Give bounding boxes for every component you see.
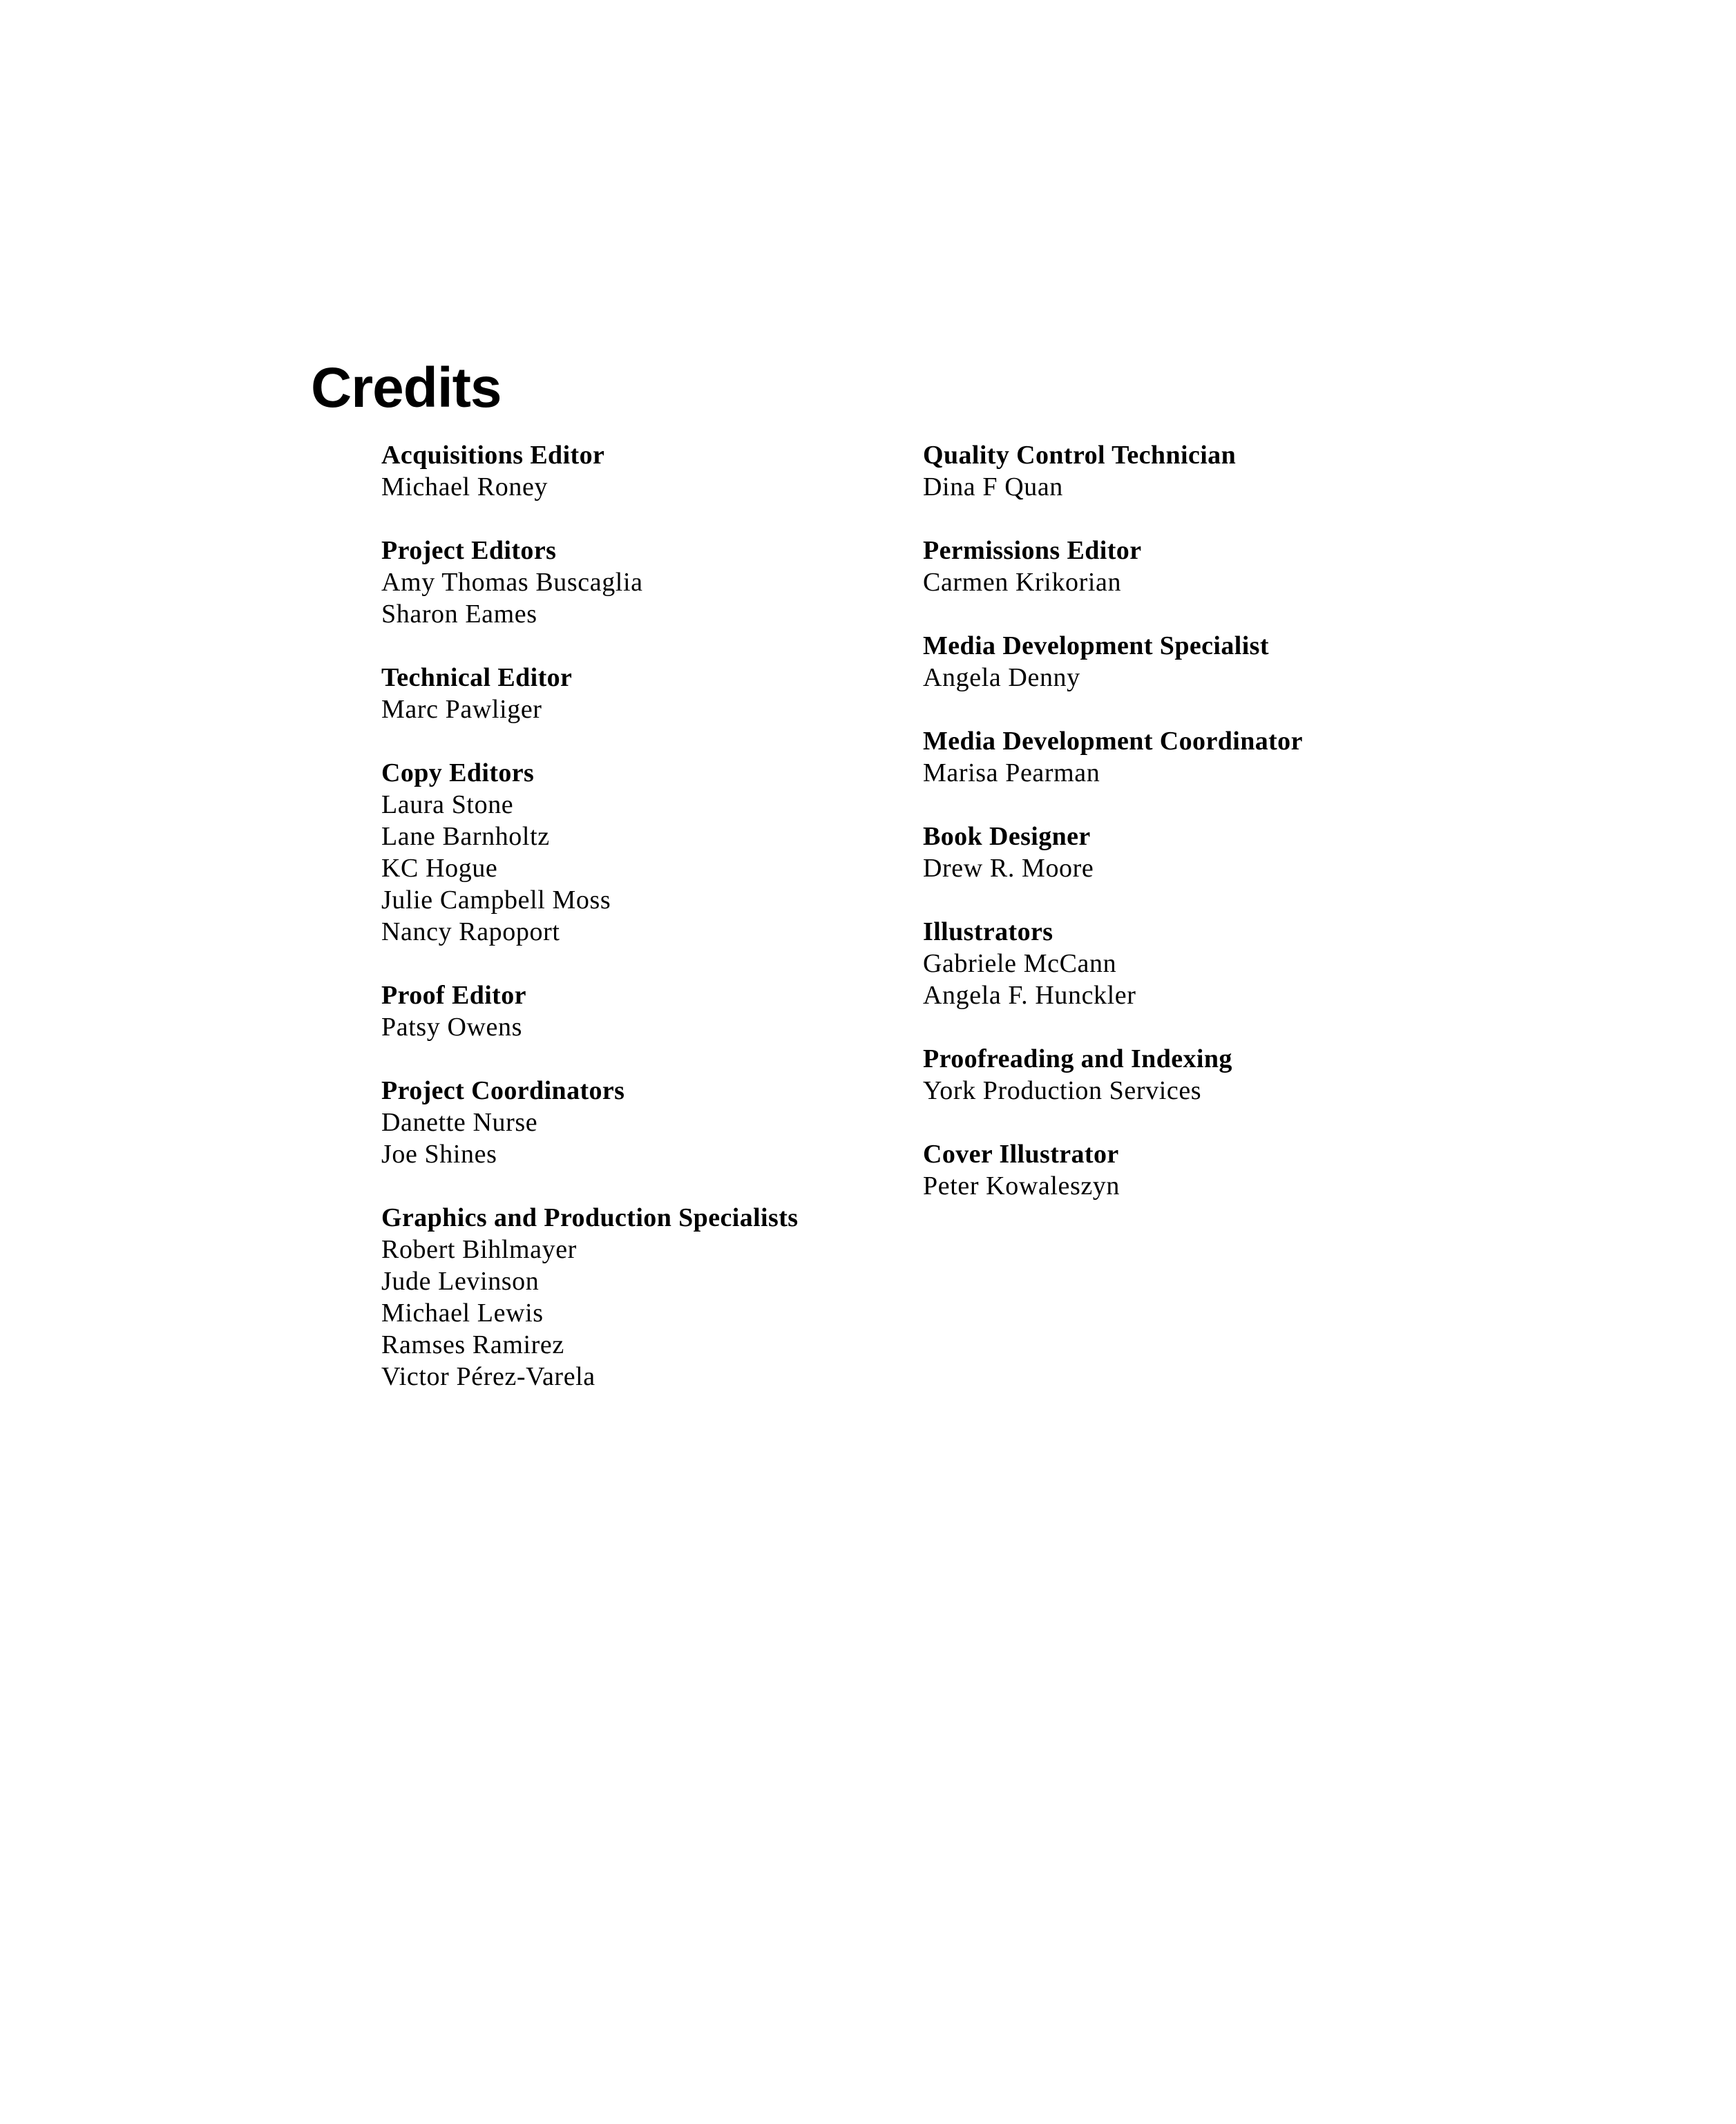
credit-name: Nancy Rapoport: [381, 917, 560, 946]
credit-name: Michael Lewis: [381, 1299, 544, 1328]
credit-name: Lane Barnholtz: [381, 822, 550, 851]
credit-name: Angela F. Hunckler: [923, 981, 1136, 1010]
credit-name: Peter Kowaleszyn: [923, 1171, 1120, 1200]
credit-group-media-dev-specialist: [923, 630, 1545, 693]
credit-role: Proof Editor: [381, 981, 526, 1010]
credit-name: Laura Stone: [381, 790, 514, 819]
credit-name: Ramses Ramirez: [381, 1330, 564, 1359]
credit-name: Jude Levinson: [381, 1267, 540, 1296]
credit-name: Amy Thomas Buscaglia: [381, 568, 643, 597]
credit-name: Dina F Quan: [923, 472, 1063, 501]
credit-group-technical-editor: [381, 662, 865, 725]
credit-name: Victor Pérez-Varela: [381, 1362, 595, 1391]
credit-name: Marc Pawliger: [381, 695, 542, 724]
credits-column-right: [923, 439, 1545, 1234]
credit-group-acquisitions-editor: [381, 439, 865, 503]
credit-name: Angela Denny: [923, 663, 1080, 692]
credit-group-proof-editor: [381, 979, 865, 1043]
credit-role: Technical Editor: [381, 663, 573, 692]
credit-role: Media Development Coordinator: [923, 727, 1303, 756]
credit-name: Joe Shines: [381, 1140, 497, 1169]
credit-group-illustrators: [923, 916, 1545, 1011]
credit-group-cover-illustrator: [923, 1138, 1545, 1202]
credit-role: Quality Control Technician: [923, 441, 1237, 470]
credit-group-project-coordinators: [381, 1075, 865, 1170]
credit-name: Carmen Krikorian: [923, 568, 1122, 597]
credit-name: Robert Bihlmayer: [381, 1235, 577, 1264]
credit-name: Gabriele McCann: [923, 949, 1117, 978]
credit-name: Danette Nurse: [381, 1108, 538, 1137]
credit-name: Michael Roney: [381, 472, 549, 501]
credit-name: Drew R. Moore: [923, 854, 1094, 883]
credit-group-project-editors: [381, 535, 865, 630]
page-title: Credits: [311, 356, 502, 419]
credit-name: Marisa Pearman: [923, 758, 1100, 787]
credit-role: Proofreading and Indexing: [923, 1044, 1232, 1073]
credit-group-proofreading-indexing: [923, 1043, 1545, 1107]
credit-group-quality-control: [923, 439, 1545, 503]
credit-group-media-dev-coordinator: [923, 725, 1545, 789]
credit-group-graphics-production: [381, 1202, 865, 1393]
credit-group-book-designer: [923, 821, 1545, 884]
credit-role: Illustrators: [923, 917, 1053, 946]
credit-role: Project Coordinators: [381, 1076, 625, 1105]
credit-name: York Production Services: [923, 1076, 1202, 1105]
credit-role: Book Designer: [923, 822, 1091, 851]
credits-column-left: [381, 439, 865, 1424]
credit-name: Sharon Eames: [381, 600, 537, 629]
credit-role: Graphics and Production Specialists: [381, 1203, 799, 1232]
credit-role: Copy Editors: [381, 758, 535, 787]
credit-role: Project Editors: [381, 536, 557, 565]
credit-role: Permissions Editor: [923, 536, 1142, 565]
credit-name: Julie Campbell Moss: [381, 886, 611, 915]
credit-name: Patsy Owens: [381, 1013, 522, 1042]
credit-role: Media Development Specialist: [923, 631, 1269, 660]
credit-role: Cover Illustrator: [923, 1140, 1119, 1169]
credit-name: KC Hogue: [381, 854, 498, 883]
credit-group-permissions-editor: [923, 535, 1545, 598]
credit-group-copy-editors: [381, 757, 865, 948]
credit-role: Acquisitions Editor: [381, 441, 605, 470]
